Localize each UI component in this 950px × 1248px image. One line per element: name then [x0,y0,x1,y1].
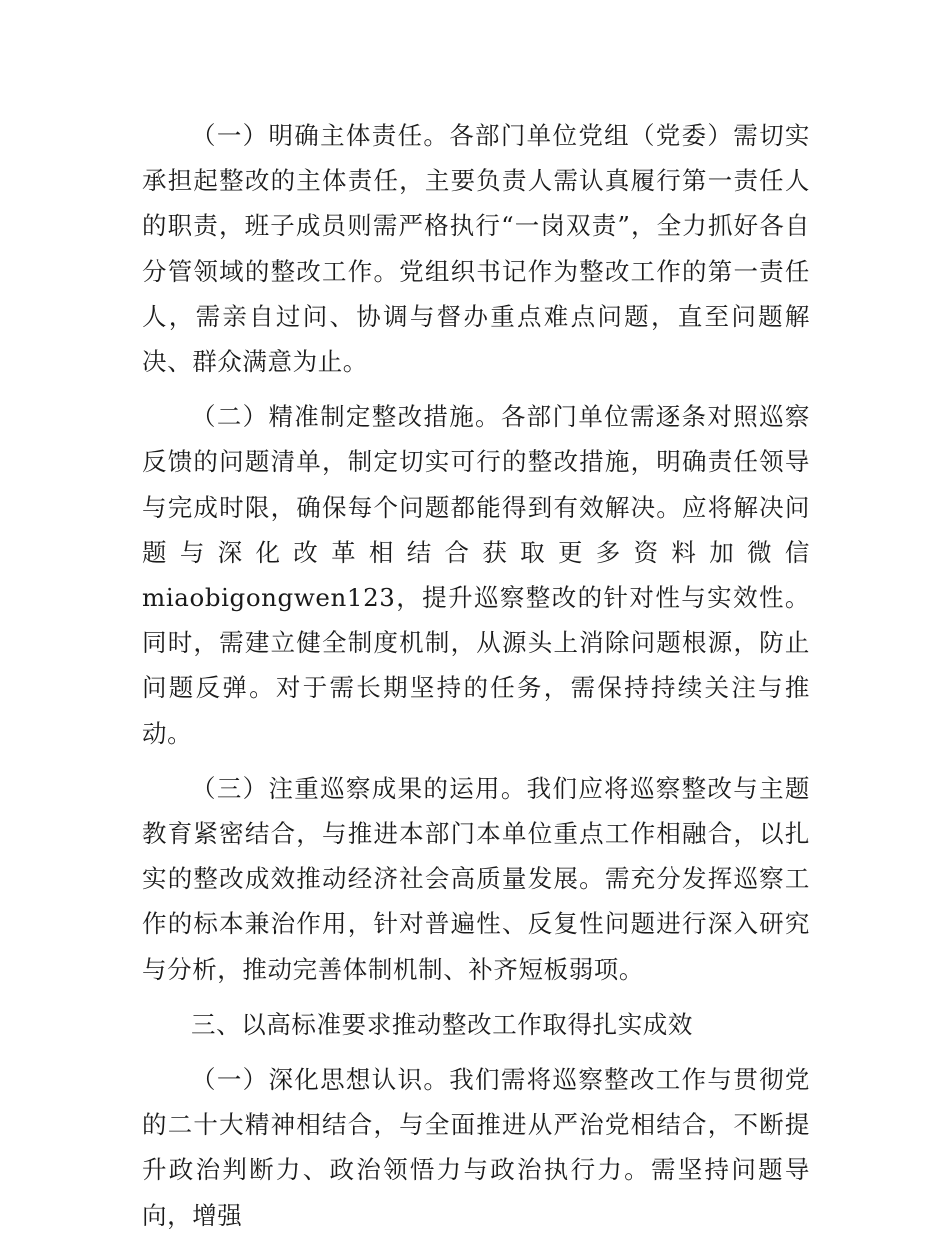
paragraph-responsibility: （一）明确主体责任。各部门单位党组（党委）需切实承担起整改的主体责任，主要负责人需认真履行第一责任人的职责，班子成员则需严格执行“一岗双责”，全力抓好各自分管领域的整改工作。党组织书记作为整改工作的第一责任人，需亲自过问、协调与督办重点难点问题，直至问题解决、群众满意为止。 [142,121,810,377]
paragraph-results: （三）注重巡察成果的运用。我们应将巡察整改与主题教育紧密结合，与推进本部门本单位重点工作相融合，以扎实的整改成效推动经济社会高质量发展。需充分发挥巡察工作的标本兼治作用，针对普遍性、反复性问题进行深入研究与分析，推动完善体制机制、补齐短板弱项。 [142,773,810,984]
paragraph-measures: （二）精准制定整改措施。各部门单位需逐条对照巡察反馈的问题清单，制定切实可行的整改措施，明确责任领导与完成时限，确保每个问题都能得到有效解决。应将解决问题与深化改革相结合获取更多资料加微信 miaobigongwen123，提升巡察整改的针对性与实效性。同时，需建立健全制度机制，从源头上消除问题根源，防止问题反弹。对于需长期坚持的任务，需保持持续关注与推动。 [142,402,810,748]
document-body [142,113,810,1248]
paragraph-understanding: （一）深化思想认识。我们需将巡察整改工作与贯彻党的二十大精神相结合，与全面推进从严治党相结合，不断提升政治判断力、政治领悟力与政治执行力。需坚持问题导向，增强 [142,1065,810,1230]
section-heading: 三、以高标准要求推动整改工作取得扎实成效 [191,1009,693,1039]
